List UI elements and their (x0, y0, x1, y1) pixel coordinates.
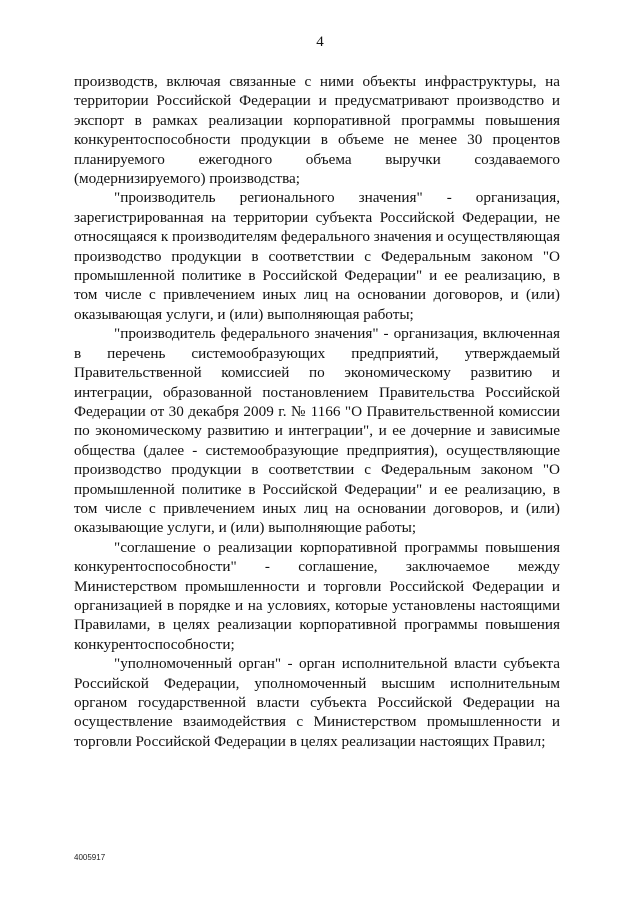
paragraph-competitiveness-agreement: "соглашение о реализации корпоративной программы повышения конкурентоспособности" - соглашение, заключаемое между Министерством промышленности и торговли Российской Федерации и организацией в порядке и на условиях, которые установлены настоящими Правилами, в целях реализации корпоративной программы повышения конкурентоспособности; (74, 538, 560, 653)
paragraph-authorized-body: "уполномоченный орган" - орган исполнительной власти субъекта Российской Федерации, уполномоченный высшим исполнительным органом государственной власти субъекта Российской Федерации на осуществление взаимодействия с Министерством промышленности и торговли Российской Федерации в целях реализации настоящих Правил; (74, 655, 560, 750)
paragraph-regional-producer: "производитель регионального значения" - организация, зарегистрированная на территории субъекта Российской Федерации, не относящаяся к производителям федерального значения и осуществляющая производство продукции в соответствии с Федеральным законом "О промышленной политике в Российской Федерации" и ее реализацию, в том числе с привлечением иных лиц на основании договоров, и (или) оказывающая услуги, и (или) выполняющая работы; (74, 189, 560, 323)
paragraph-continuation: производств, включая связанные с ними объекты инфраструктуры, на территории Российской Федерации и предусматривают производство и экспорт в рамках реализации корпоративной программы повышения конкурентоспособности продукции в объеме не менее 30 процентов планируемого ежегодного объема выручки создаваемого (модернизируемого) производства; (74, 73, 560, 188)
paragraph-federal-producer: "производитель федерального значения" - организация, включенная в перечень системообразующих предприятий, утверждаемый Правительственной комиссией по экономическому развитию и интеграции, образованной постановлением Правительства Российской Федерации от 30 декабря 2009 г. № 1166 "О Правительственной комиссии по экономическому развитию и интеграции", и ее дочерние и зависимые общества (далее - системообразующие предприятия), осуществляющие производство продукции в соответствии с Федеральным законом "О промышленной политике в Российской Федерации" и ее реализацию, в том числе с привлечением иных лиц на основании договоров, и (или) оказывающие услуги, и (или) выполняющие работы; (74, 325, 560, 537)
document-body (74, 72, 560, 751)
page-number: 4 (316, 34, 324, 50)
document-code: 4005917 (74, 853, 106, 862)
